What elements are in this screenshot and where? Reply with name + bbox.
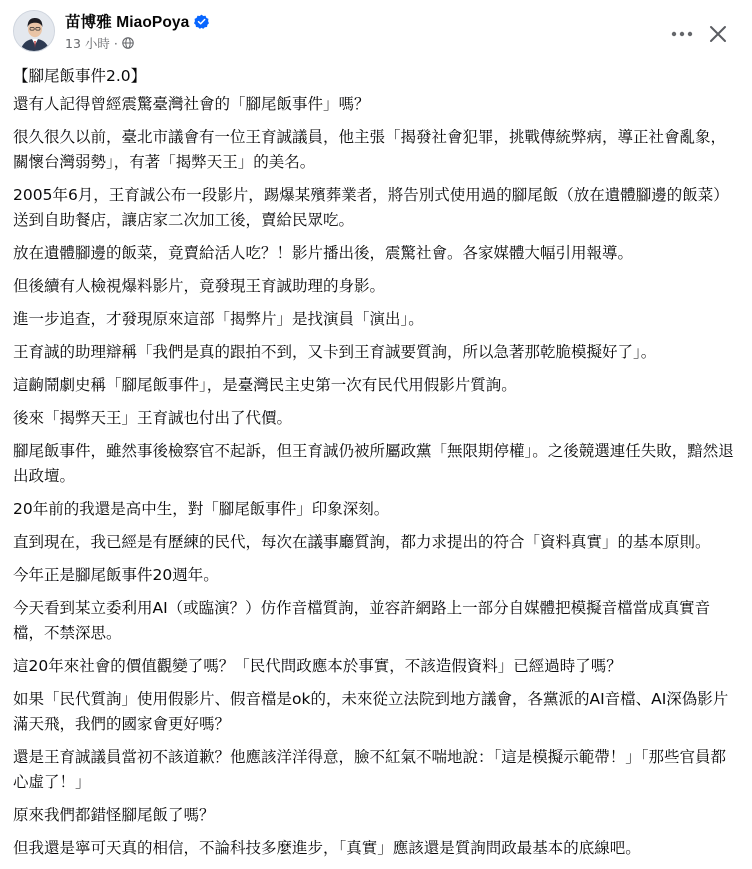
post-paragraph: 但後續有人檢視爆料影片，竟發現王育誠助理的身影。 (13, 277, 386, 295)
close-button[interactable] (702, 18, 734, 50)
post-paragraph: 腳尾飯事件，雖然事後檢察官不起訴，但王育誠仍被所屬政黨「無限期停權」。之後競選連任失敗，黯然退出政壇。 (13, 442, 734, 485)
post-body (13, 64, 740, 869)
post-paragraph: 王育誠的助理辯稱「我們是真的跟拍不到，又卡到王育誠要質詢，所以急著那乾脆模擬好了」。 (13, 343, 657, 361)
more-options-icon (671, 31, 693, 37)
post-paragraph: 還有人記得曾經震驚臺灣社會的「腳尾飯事件」嗎？ (13, 95, 370, 113)
post-paragraph: 這齣鬧劇史稱「腳尾飯事件」，是臺灣民主史第一次有民代用假影片質詢。 (13, 376, 517, 394)
verified-badge-icon (194, 14, 209, 29)
author-name[interactable]: 苗博雅 MiaoPoya (65, 14, 190, 31)
post-paragraph: 還是王育誠議員當初不該道歉？他應該洋洋得意，臉不紅氣不喘地說：「這是模擬示範帶！」「那些官員都心虛了！」 (13, 748, 727, 791)
author-line (65, 11, 209, 31)
post-timestamp[interactable]: 13 小時 (65, 36, 110, 51)
post-paragraph: 直到現在，我已經是有歷練的民代，每次在議事廳質詢，都力求提出的符合「資料真實」的基本原則。 (13, 533, 711, 551)
post-meta (65, 35, 209, 51)
post-paragraph: 這20年來社會的價值觀變了嗎？「民代問政應本於事實，不該造假資料」已經過時了嗎？ (13, 657, 622, 675)
author-block (65, 11, 209, 51)
post-paragraph: 但我還是寧可天真的相信，不論科技多麼進步，「真實」應該還是質詢問政最基本的底線吧。 (13, 839, 641, 857)
author-avatar[interactable] (13, 10, 55, 52)
post-paragraph: 原來我們都錯怪腳尾飯了嗎？ (13, 806, 215, 824)
post-paragraph: 很久很久以前，臺北市議會有一位王育誠議員，他主張「揭發社會犯罪，挑戰傳統弊病，導正社會亂象，關懷台灣弱勢」，有著「揭弊天王」的美名。 (13, 128, 727, 171)
post-title: 【腳尾飯事件2.0】 (13, 67, 147, 85)
post-paragraph: 後來「揭弊天王」王育誠也付出了代價。 (13, 409, 293, 427)
post-header (13, 10, 752, 54)
globe-icon[interactable] (122, 37, 134, 49)
post-paragraph: 20年前的我還是高中生，對「腳尾飯事件」印象深刻。 (13, 500, 390, 518)
post-paragraph: 2005年6月，王育誠公布一段影片，踢爆某殯葬業者，將告別式使用過的腳尾飯（放在遺體腳邊的飯菜）送到自助餐店，讓店家二次加工後，賣給民眾吃。 (13, 186, 729, 229)
meta-separator: · (113, 35, 118, 51)
post-paragraph: 進一步追查，才發現原來這部「揭弊片」是找演員「演出」。 (13, 310, 424, 328)
close-icon (709, 25, 727, 43)
post-paragraph: 今天看到某立委利用AI（或臨演？）仿作音檔質詢，並容許網路上一部分自媒體把模擬音檔當成真實音檔，不禁深思。 (13, 599, 711, 642)
post-paragraph: 如果「民代質詢」使用假影片、假音檔是ok的，未來從立法院到地方議會，各黨派的AI音檔、AI深偽影片滿天飛，我們的國家會更好嗎？ (13, 690, 729, 733)
post-paragraph: 今年正是腳尾飯事件20週年。 (13, 566, 219, 584)
post-paragraph: 放在遺體腳邊的飯菜，竟賣給活人吃？！影片播出後，震驚社會。各家媒體大幅引用報導。 (13, 244, 634, 262)
more-options-button[interactable] (664, 22, 700, 46)
